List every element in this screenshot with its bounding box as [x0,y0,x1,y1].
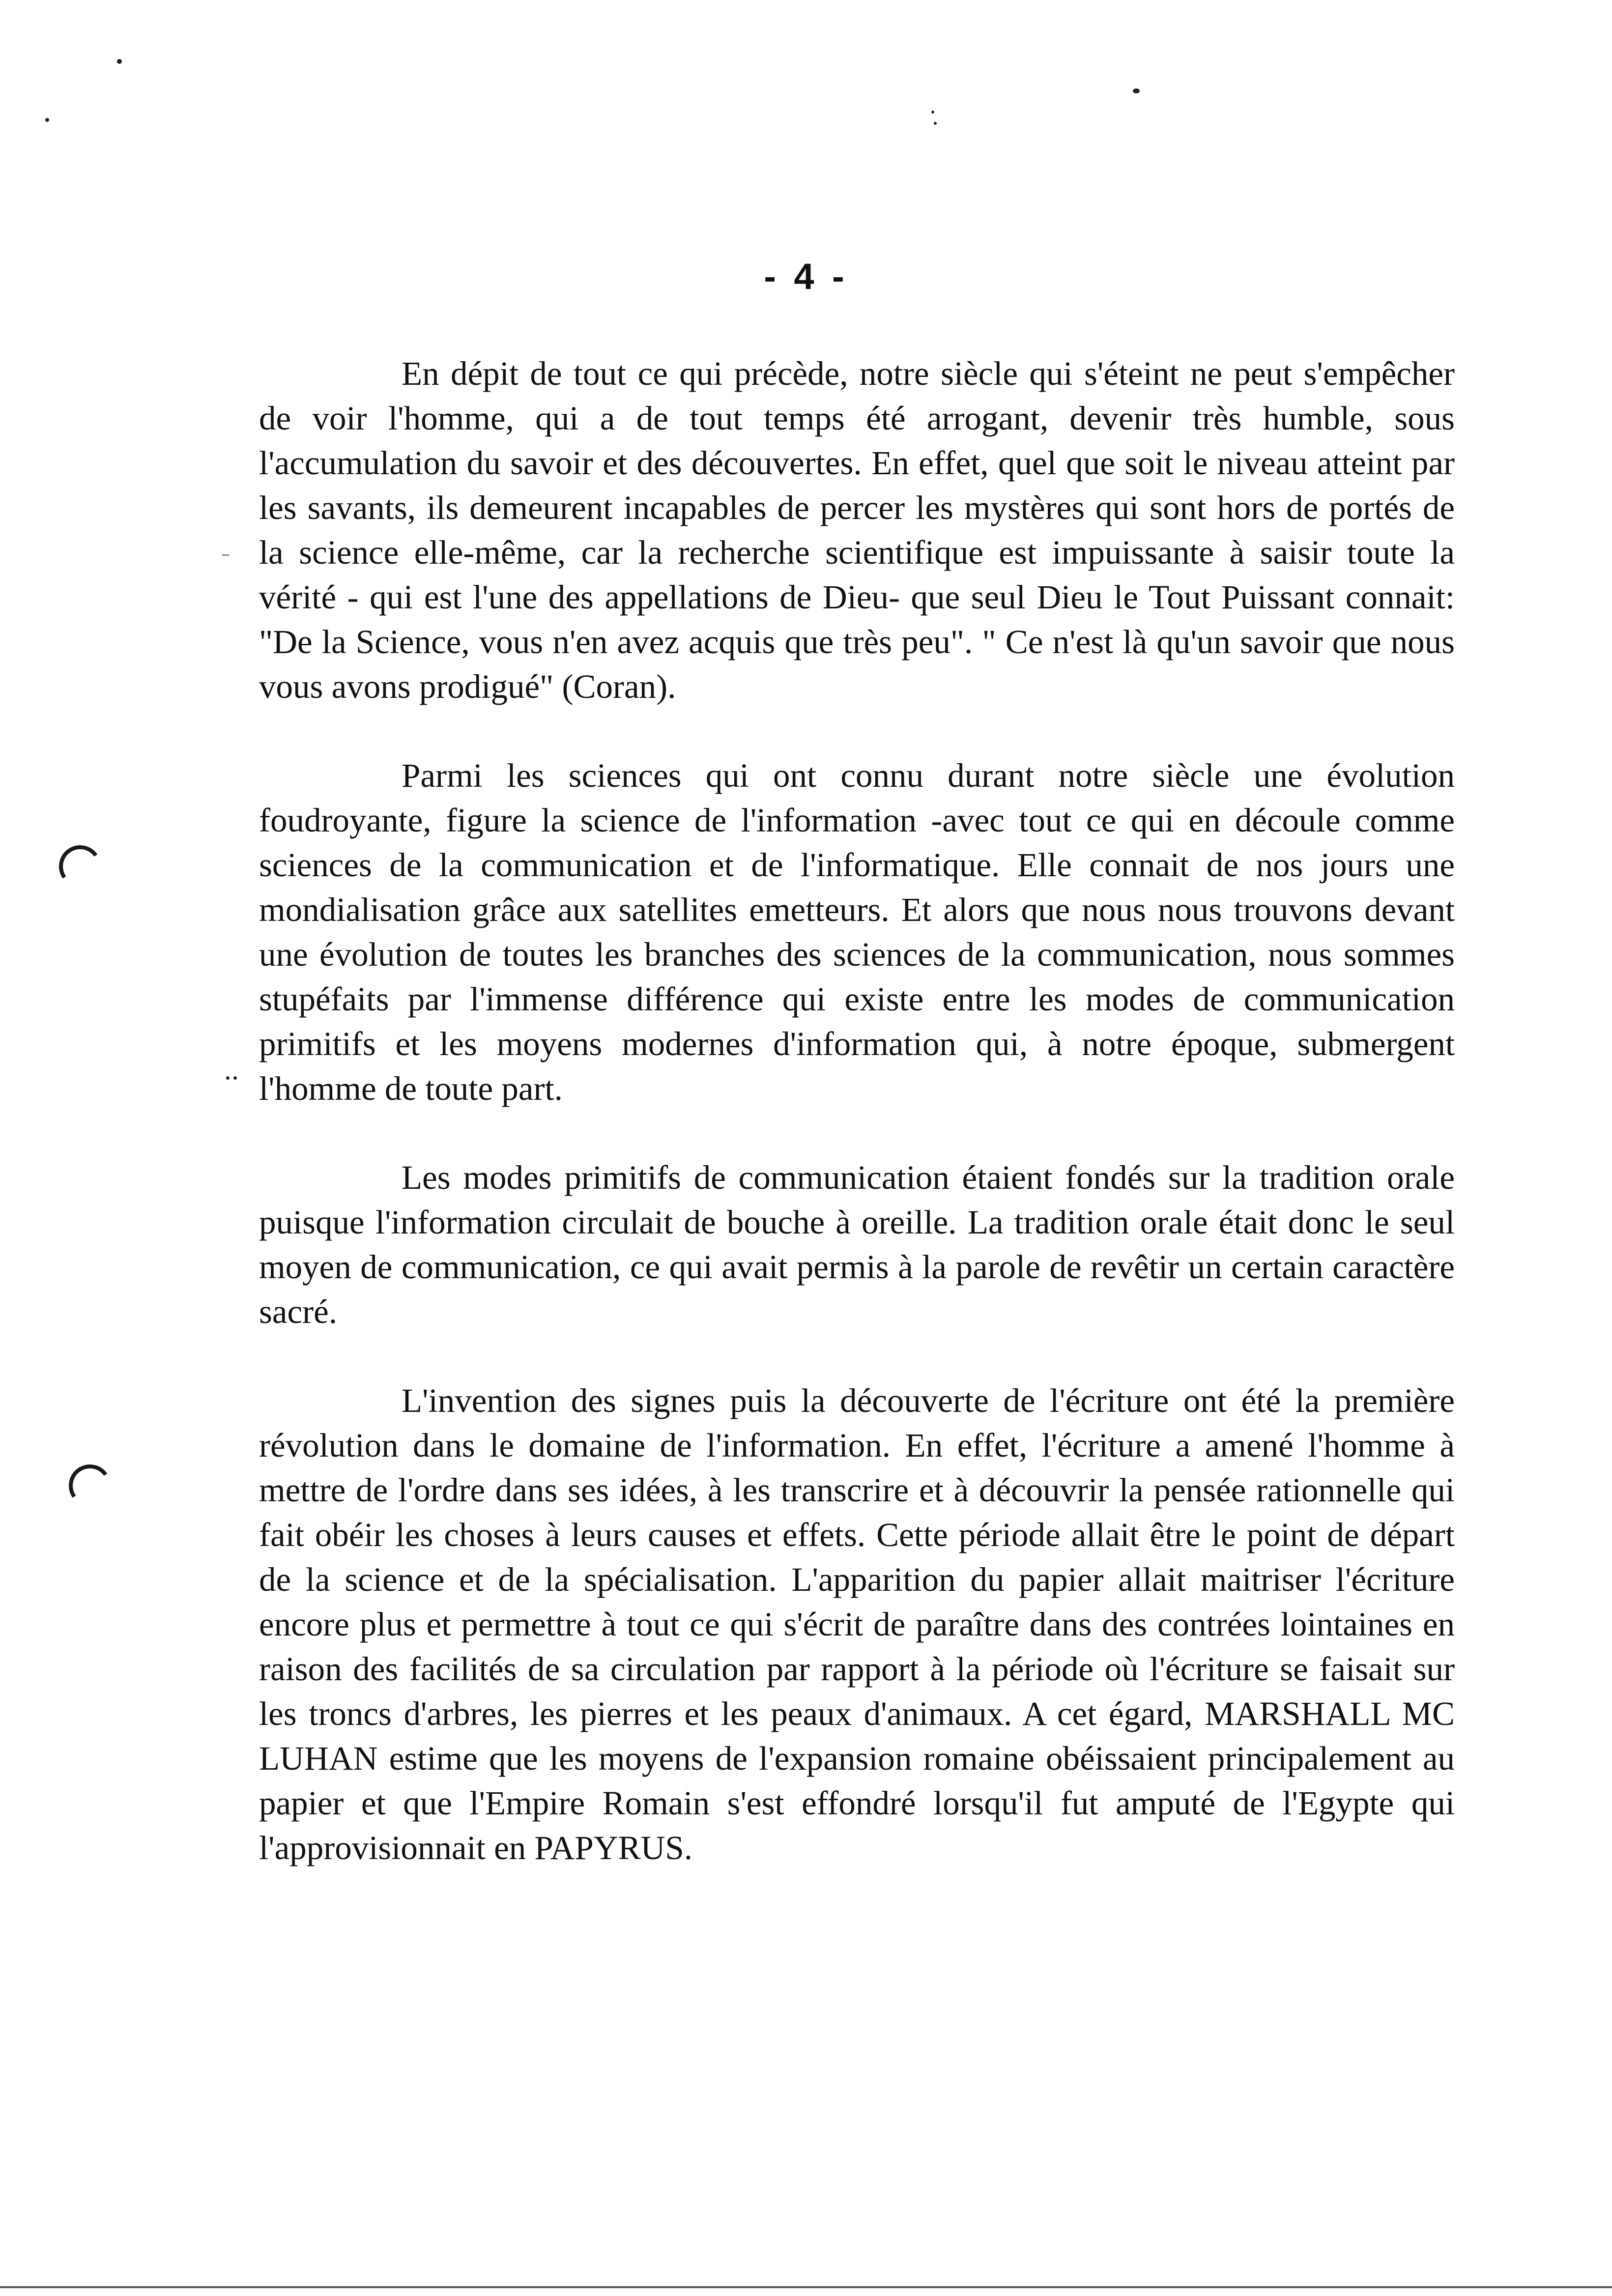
scan-speck [45,118,49,122]
scan-bottom-edge [0,2286,1612,2288]
page-number: - 4 - [764,256,848,297]
scan-speck [117,59,122,64]
paragraph: L'invention des signes puis la découverte de l'écriture ont été la première révolution dans le domaine de l'information. En effet, l'écriture a amené l'homme à mettre de l'ordre dans ses idées, à les transcrire et à découvrir la pensée rationnelle qui fait obéir les choses à leurs causes et effets. Cette période allait être le point de départ de la science et de la spécialisation. L'apparition du papier allait maitriser l'écriture encore plus et permettre à tout ce qui s'écrit de paraître dans des contrées lointaines en raison des facilités de sa circulation par rapport à la période où l'écriture se faisait sur les troncs d'arbres, les pierres et les peaux d'animaux. A cet égard, MARSHALL MC LUHAN estime que les moyens de l'expansion romaine obéissaient principalement au papier et que l'Empire Romain s'est effondré lorsqu'il fut amputé de l'Egypte qui l'approvisionnait en PAPYRUS. [259,1382,1455,1866]
punch-hole-lower [65,1461,115,1510]
paragraph: Les modes primitifs de communication étaient fondés sur la tradition orale puisque l'information circulait de bouche à oreille. La tradition orale était donc le seul moyen de communication, ce qui avait permis à la parole de revêtir un certain caractère sacré. [259,1159,1455,1330]
paragraph: En dépit de tout ce qui précède, notre siècle qui s'éteint ne peut s'empêcher de voir l'homme, qui a de tout temps été arrogant, devenir très humble, sous l'accumulation du savoir et des découvertes. En effet, quel que soit le niveau atteint par les savants, ils demeurent incapables de percer les mystères qui sont hors de portés de la science elle-même, car la recherche scientifique est impuissante à saisir toute la vérité - qui est l'une des appellations de Dieu- que seul Dieu le Tout Puissant connait: "De la Science, vous n'en avez acquis que très peu". " Ce n'est là qu'un savoir que nous vous avons prodigué" (Coran). [259,355,1455,705]
scan-speck [233,1076,237,1080]
margin-mark [222,554,229,556]
scan-speck [931,111,934,114]
body-text [259,351,1455,1870]
paragraph: Parmi les sciences qui ont connu durant notre siècle une évolution foudroyante, figure la science de l'information -avec tout ce qui en découle comme sciences de la communication et de l'informatique. Elle connait de nos jours une mondialisation grâce aux satellites emetteurs. Et alors que nous nous trouvons devant une évolution de toutes les branches des sciences de la communication, nous sommes stupéfaits par l'immense différence qui existe entre les modes de communication primitifs et les moyens modernes d'information qui, à notre époque, submergent l'homme de toute part. [259,757,1455,1107]
punch-hole-upper [56,842,105,891]
scan-speck [226,1076,230,1080]
scan-speck [1133,88,1140,93]
scan-speck [934,122,937,125]
